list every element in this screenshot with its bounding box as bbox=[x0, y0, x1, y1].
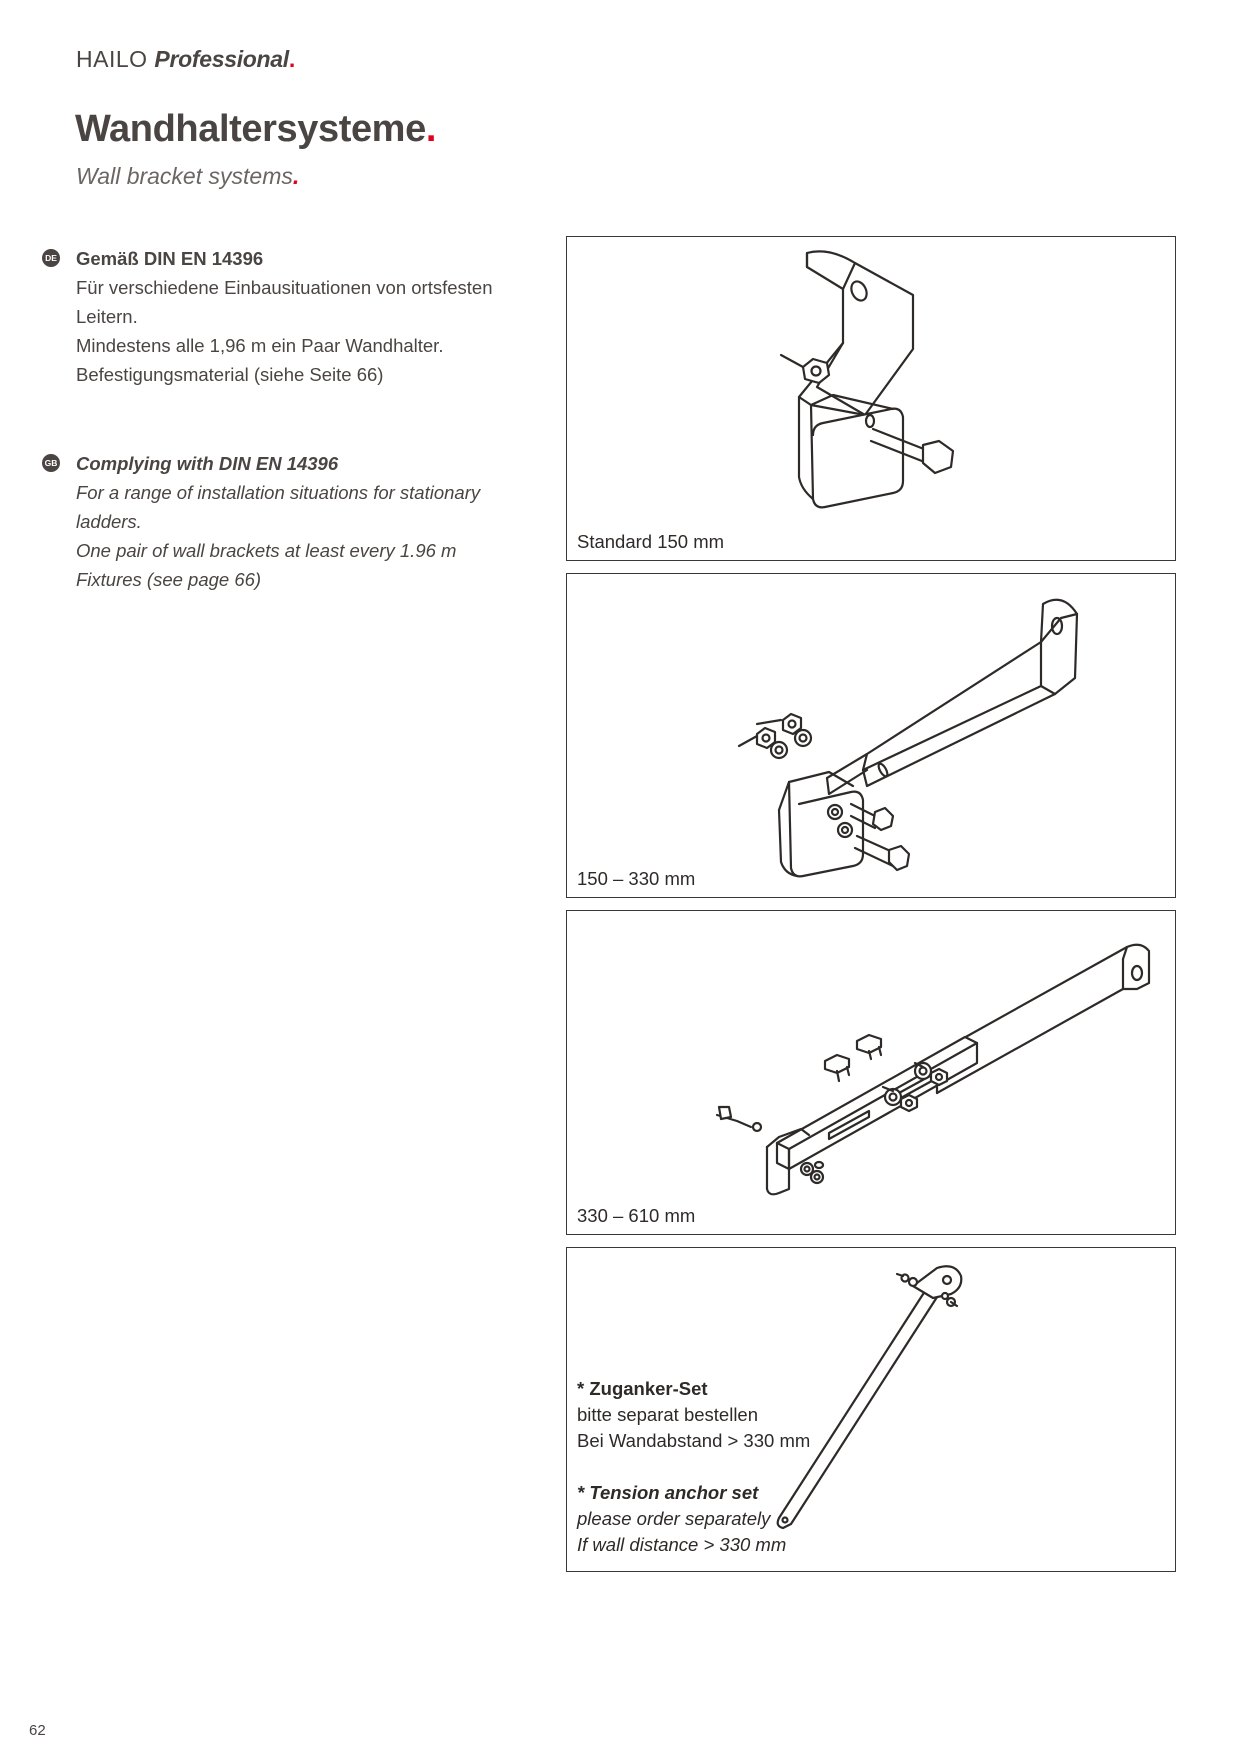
standard-bracket-drawing bbox=[567, 237, 1177, 562]
panel-caption: 330 – 610 mm bbox=[577, 1205, 696, 1226]
page-title-text: Wandhaltersysteme bbox=[75, 108, 426, 150]
english-line: One pair of wall brackets at least every 1.96 m bbox=[76, 540, 457, 561]
panel-standard-bracket bbox=[566, 236, 1176, 561]
panel-tension-anchor bbox=[566, 1247, 1176, 1572]
german-line: Befestigungsmaterial (siehe Seite 66) bbox=[76, 364, 384, 385]
adjustable-bracket-long-drawing bbox=[567, 911, 1177, 1236]
panel-caption: Standard 150 mm bbox=[577, 531, 725, 552]
page-subtitle bbox=[76, 163, 299, 190]
english-line: For a range of installation situations for stationary ladders. bbox=[76, 482, 481, 532]
adjustable-bracket-short-drawing bbox=[567, 574, 1177, 899]
english-heading: Complying with DIN EN 14396 bbox=[76, 453, 339, 474]
brand-dot: . bbox=[288, 46, 296, 72]
brand-product: Professional bbox=[154, 46, 289, 72]
tension-anchor-de-heading: * Zuganker-Set bbox=[577, 1378, 708, 1399]
english-description bbox=[42, 449, 542, 594]
subtitle-dot: . bbox=[292, 163, 300, 189]
page-subtitle-text: Wall bracket systems bbox=[76, 163, 293, 189]
german-line: Für verschiedene Einbausituationen von ortsfesten Leitern. bbox=[76, 277, 493, 327]
german-description bbox=[42, 244, 542, 389]
tension-anchor-en-line: If wall distance > 330 mm bbox=[577, 1534, 787, 1555]
brand-name: HAILO bbox=[76, 46, 148, 72]
panel-caption: 150 – 330 mm bbox=[577, 868, 696, 889]
english-line: Fixtures (see page 66) bbox=[76, 569, 262, 590]
tension-anchor-en-line: please order separately bbox=[577, 1508, 771, 1529]
page-number: 62 bbox=[29, 1722, 46, 1739]
tension-anchor-note bbox=[577, 1376, 810, 1558]
title-dot: . bbox=[425, 108, 436, 150]
panel-adjustable-bracket-long bbox=[566, 910, 1176, 1235]
tension-anchor-de-line: Bei Wandabstand > 330 mm bbox=[577, 1430, 811, 1451]
german-line: Mindestens alle 1,96 m ein Paar Wandhalter. bbox=[76, 335, 444, 356]
panel-adjustable-bracket-short bbox=[566, 573, 1176, 898]
language-badge-de: DE bbox=[42, 249, 60, 267]
german-heading: Gemäß DIN EN 14396 bbox=[76, 248, 264, 269]
tension-anchor-de-line: bitte separat bestellen bbox=[577, 1404, 759, 1425]
brand-logo bbox=[76, 46, 296, 73]
page-title bbox=[75, 108, 436, 151]
tension-anchor-en-heading: * Tension anchor set bbox=[577, 1482, 759, 1503]
spacer bbox=[577, 1454, 810, 1480]
language-badge-gb: GB bbox=[42, 454, 60, 472]
